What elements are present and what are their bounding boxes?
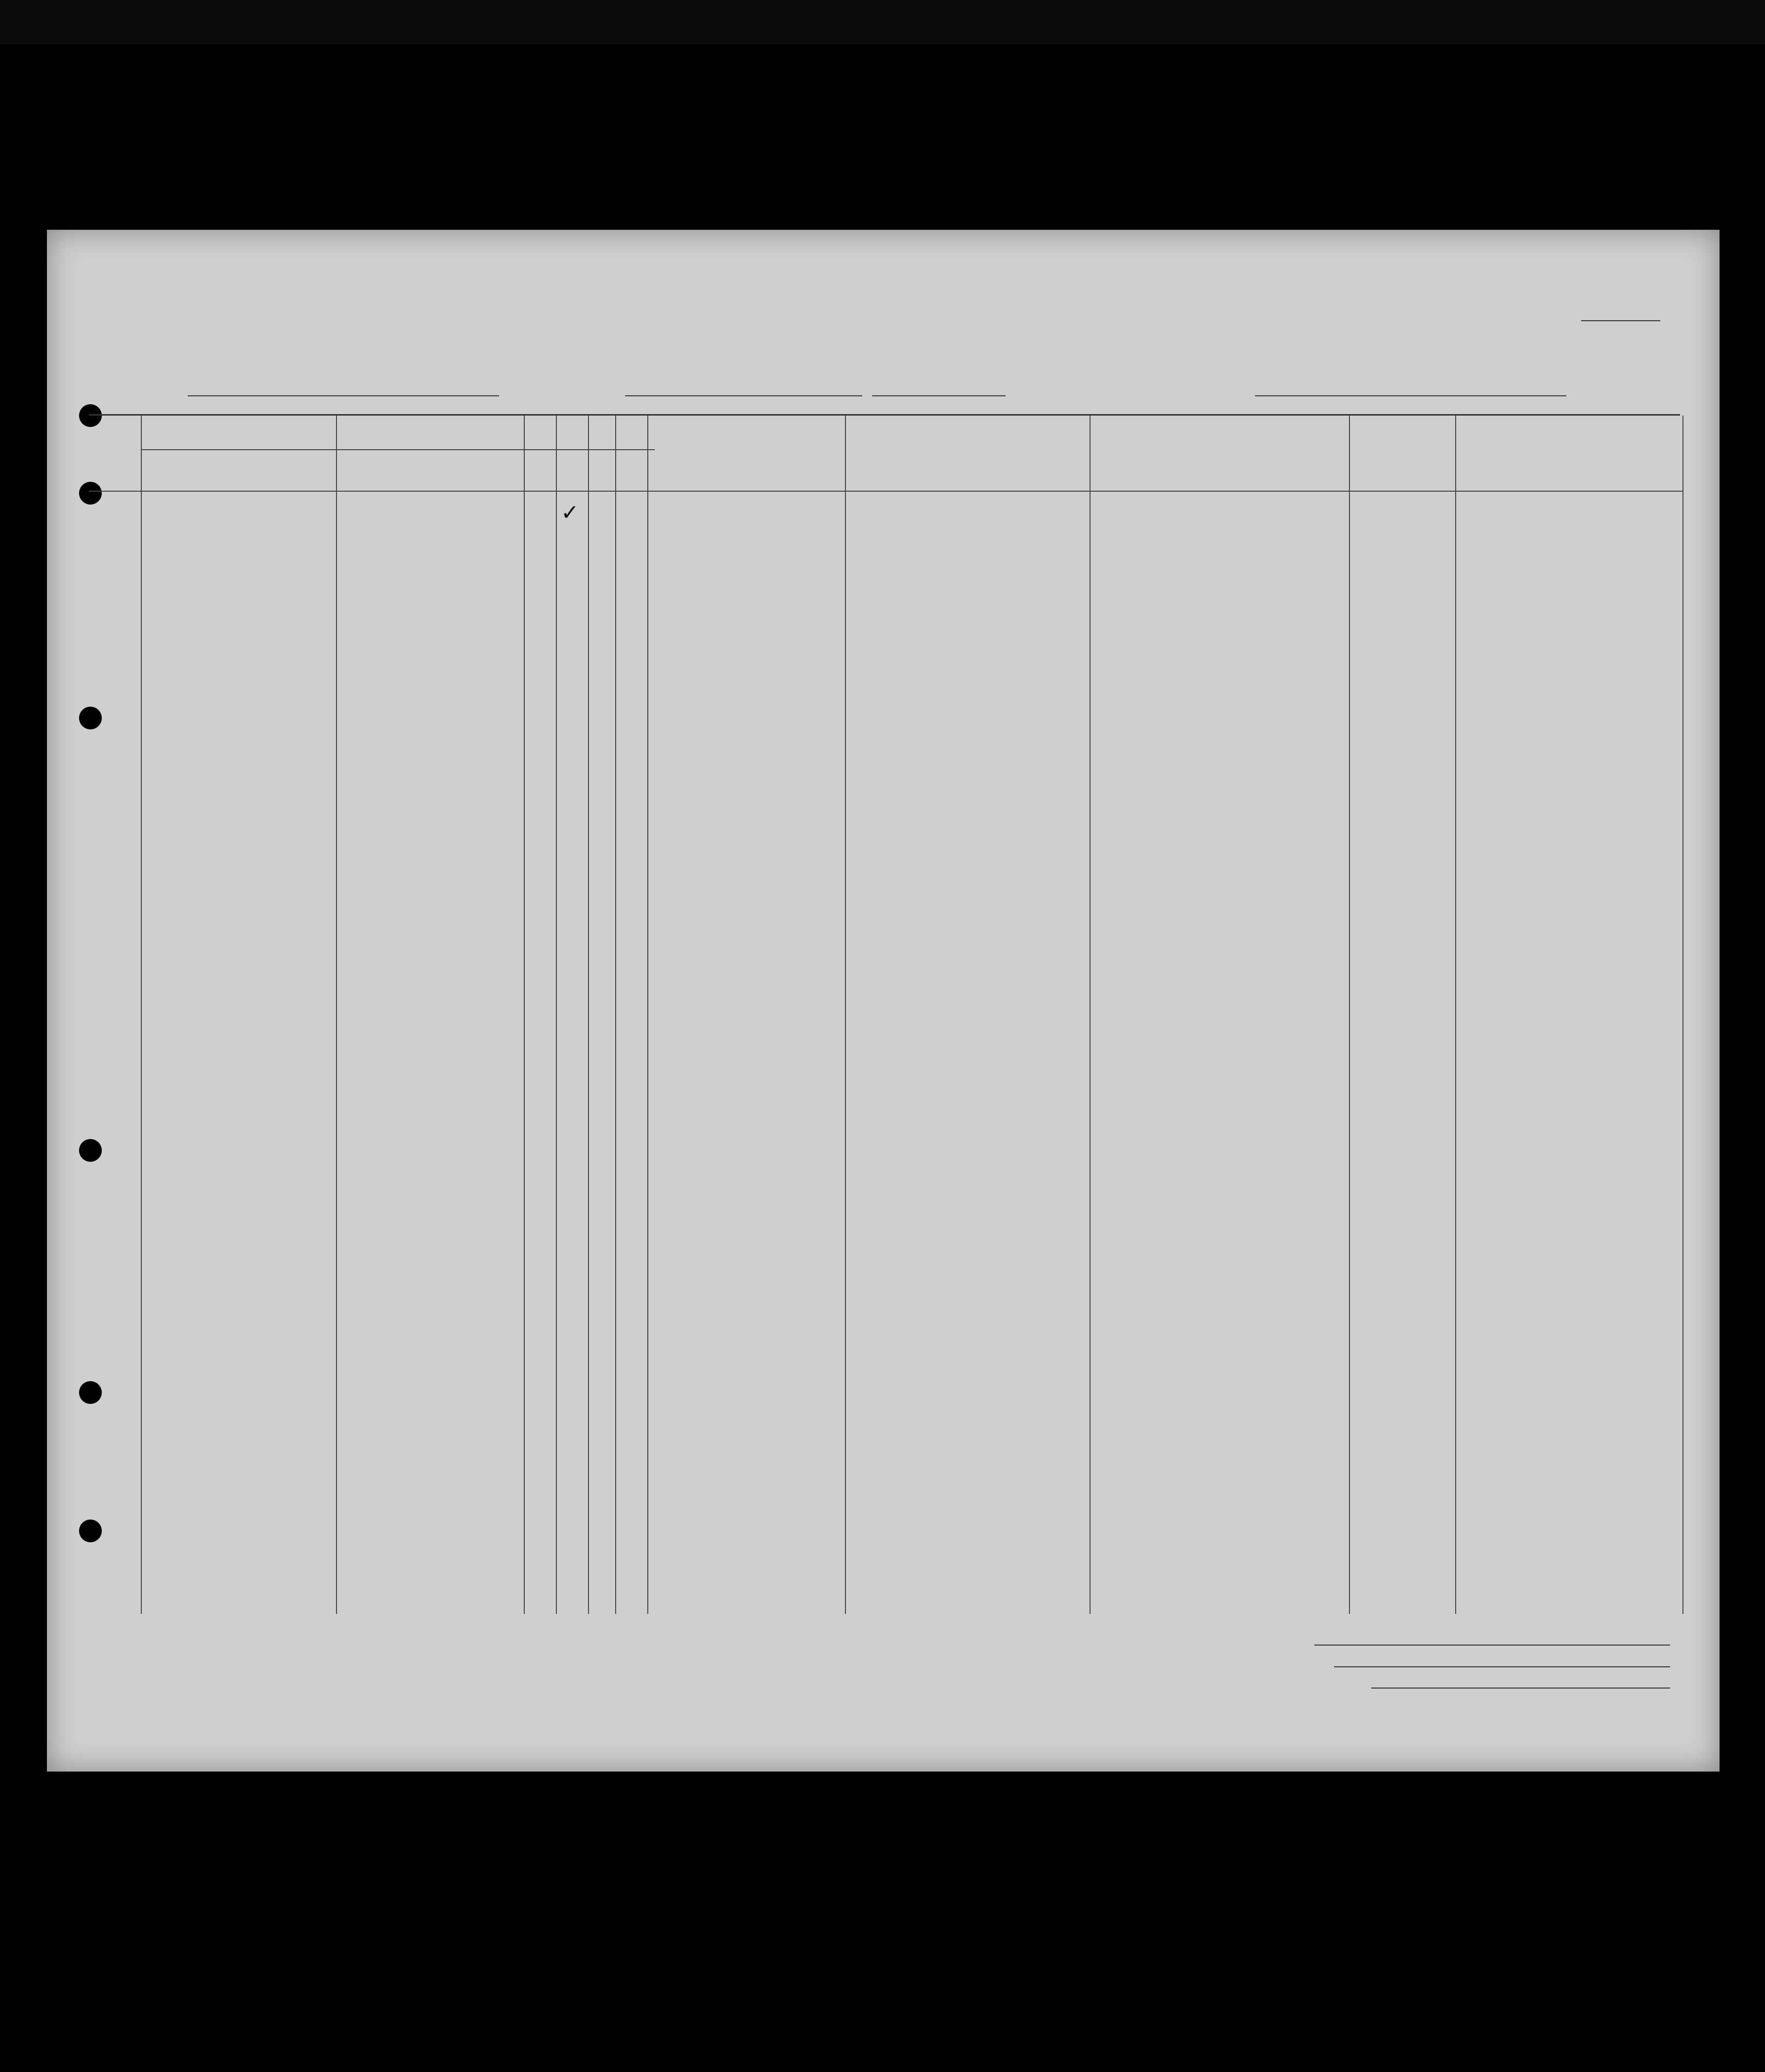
col-line xyxy=(1349,416,1350,1614)
col-line xyxy=(1455,416,1456,1614)
col-line xyxy=(336,416,337,1614)
col-line xyxy=(615,416,616,1614)
header-bottom-line xyxy=(89,491,1682,492)
ship-underline xyxy=(188,395,499,396)
arrival-underline xyxy=(1255,395,1566,396)
port-underline xyxy=(625,395,862,396)
col-line xyxy=(647,416,648,1614)
date-underline xyxy=(872,395,1006,396)
col-line xyxy=(141,416,142,1614)
owners-underline xyxy=(1334,1666,1670,1667)
header-line xyxy=(141,449,655,450)
col-line xyxy=(588,416,589,1614)
number-underline xyxy=(1581,320,1660,321)
film-edge xyxy=(0,0,1765,44)
col-line xyxy=(845,416,846,1614)
passenger-table xyxy=(89,414,1680,1614)
col-line xyxy=(1090,416,1091,1614)
col-line xyxy=(524,416,525,1614)
line-underline xyxy=(1314,1645,1670,1646)
col-line xyxy=(1682,416,1683,1614)
col-line xyxy=(556,416,557,1614)
check-mark-icon: ✓ xyxy=(561,500,579,525)
film-edge-text xyxy=(0,3,741,42)
agents-underline xyxy=(1371,1688,1670,1689)
